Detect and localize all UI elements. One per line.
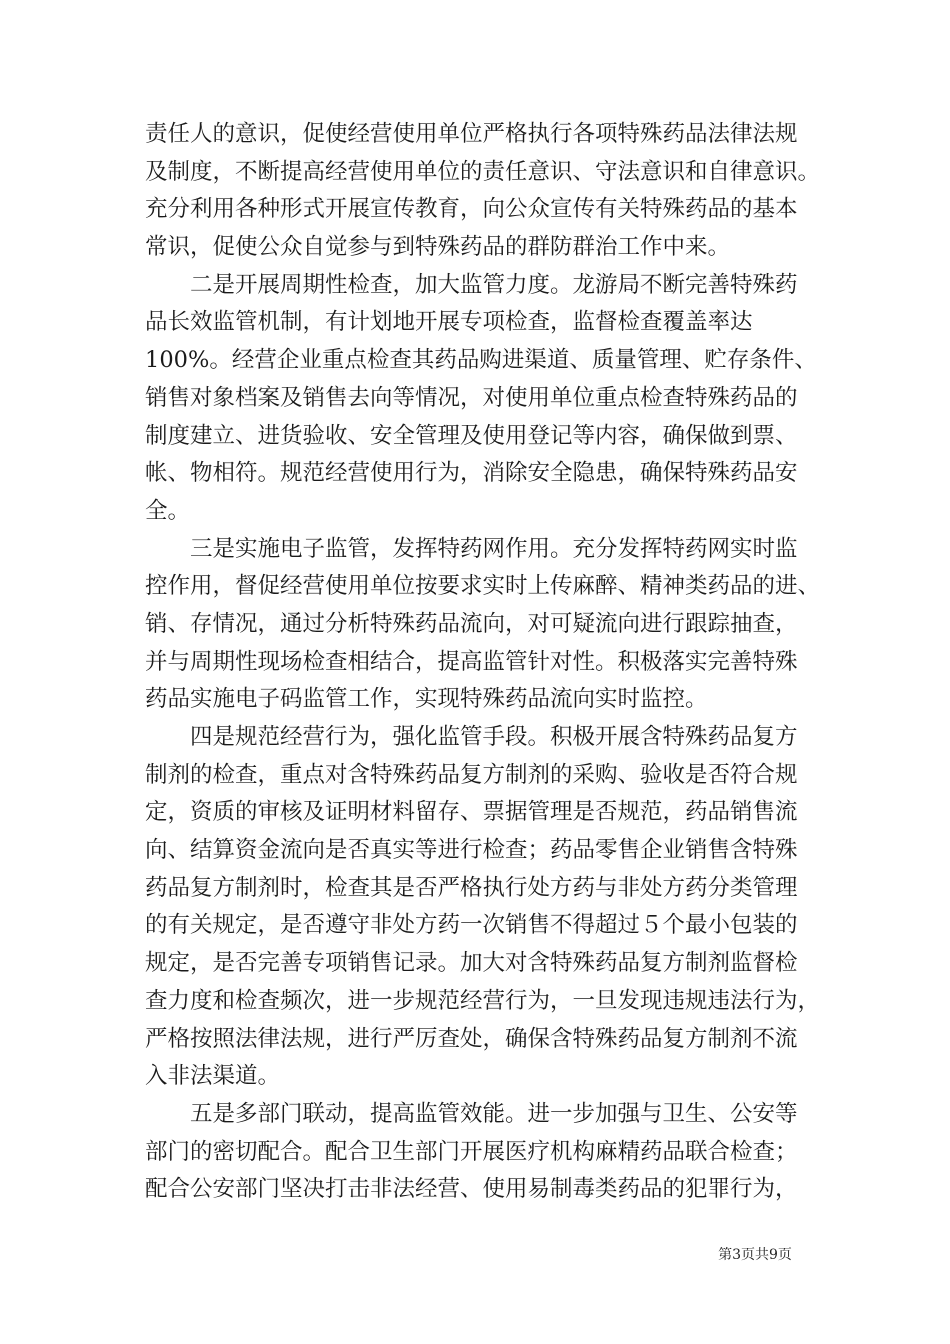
text-line: 销、存情况，通过分析特殊药品流向，对可疑流向进行跟踪抽查，: [145, 610, 798, 637]
text-line: 制剂的检查，重点对含特殊药品复方制剂的采购、验收是否符合规: [145, 761, 798, 788]
text-line: 销售对象档案及销售去向等情况，对使用单位重点检查特殊药品的: [145, 384, 798, 411]
text-line: 部门的密切配合。配合卫生部门开展医疗机构麻精药品联合检查；: [145, 1138, 798, 1165]
text-line: 全。: [145, 497, 191, 524]
text-line: 充分利用各种形式开展宣传教育，向公众宣传有关特殊药品的基本: [145, 196, 798, 223]
text-line: 四是规范经营行为，强化监管手段。积极开展含特殊药品复方: [145, 724, 798, 750]
text-line: 配合公安部门坚决打击非法经营、使用易制毒类药品的犯罪行为，: [145, 1176, 798, 1203]
text-line: 严格按照法律法规，进行严厉查处，确保含特殊药品复方制剂不流: [145, 1025, 798, 1052]
text-line: 查力度和检查频次，进一步规范经营行为，一旦发现违规违法行为，: [145, 987, 821, 1014]
document-body: [145, 116, 821, 1209]
text-line: 品长效监管机制，有计划地开展专项检查，监督检查覆盖率达: [145, 309, 753, 336]
text-line: 药品实施电子码监管工作，实现特殊药品流向实时监控。: [145, 686, 708, 713]
text-line: 入非法渠道。: [145, 1063, 281, 1090]
text-line: 责任人的意识，促使经营使用单位严格执行各项特殊药品法律法规: [145, 121, 798, 147]
text-line: 药品复方制剂时，检查其是否严格执行处方药与非处方药分类管理: [145, 874, 798, 901]
text-line: 的有关规定，是否遵守非处方药一次销售不得超过５个最小包装的: [145, 912, 798, 939]
text-line: 五是多部门联动，提高监管效能。进一步加强与卫生、公安等: [145, 1100, 798, 1127]
text-line: 向、结算资金流向是否真实等进行检查；药品零售企业销售含特殊: [145, 837, 798, 864]
text-line: 定，资质的审核及证明材料留存、票据管理是否规范，药品销售流: [145, 799, 798, 826]
text-line: 控作用，督促经营使用单位按要求实时上传麻醉、精神类药品的进、: [145, 573, 821, 600]
text-line: 帐、物相符。规范经营使用行为，消除安全隐患，确保特殊药品安: [145, 460, 798, 487]
text-line: 100%。经营企业重点检查其药品购进渠道、质量管理、贮存条件、: [145, 347, 817, 374]
text-line: 三是实施电子监管，发挥特药网作用。充分发挥特药网实时监: [145, 535, 798, 562]
text-line: 及制度，不断提高经营使用单位的责任意识、守法意识和自律意识。: [145, 158, 821, 185]
text-line: 常识，促使公众自觉参与到特殊药品的群防群治工作中来。: [145, 234, 731, 261]
page-number-footer: 第3页共9页: [718, 1247, 792, 1263]
text-line: 制度建立、进货验收、安全管理及使用登记等内容，确保做到票、: [145, 422, 798, 449]
text-line: 并与周期性现场检查相结合，提高监管针对性。积极落实完善特殊: [145, 648, 798, 675]
text-line: 规定，是否完善专项销售记录。加大对含特殊药品复方制剂监督检: [145, 950, 798, 977]
text-line: 二是开展周期性检查，加大监管力度。龙游局不断完善特殊药: [145, 271, 798, 298]
